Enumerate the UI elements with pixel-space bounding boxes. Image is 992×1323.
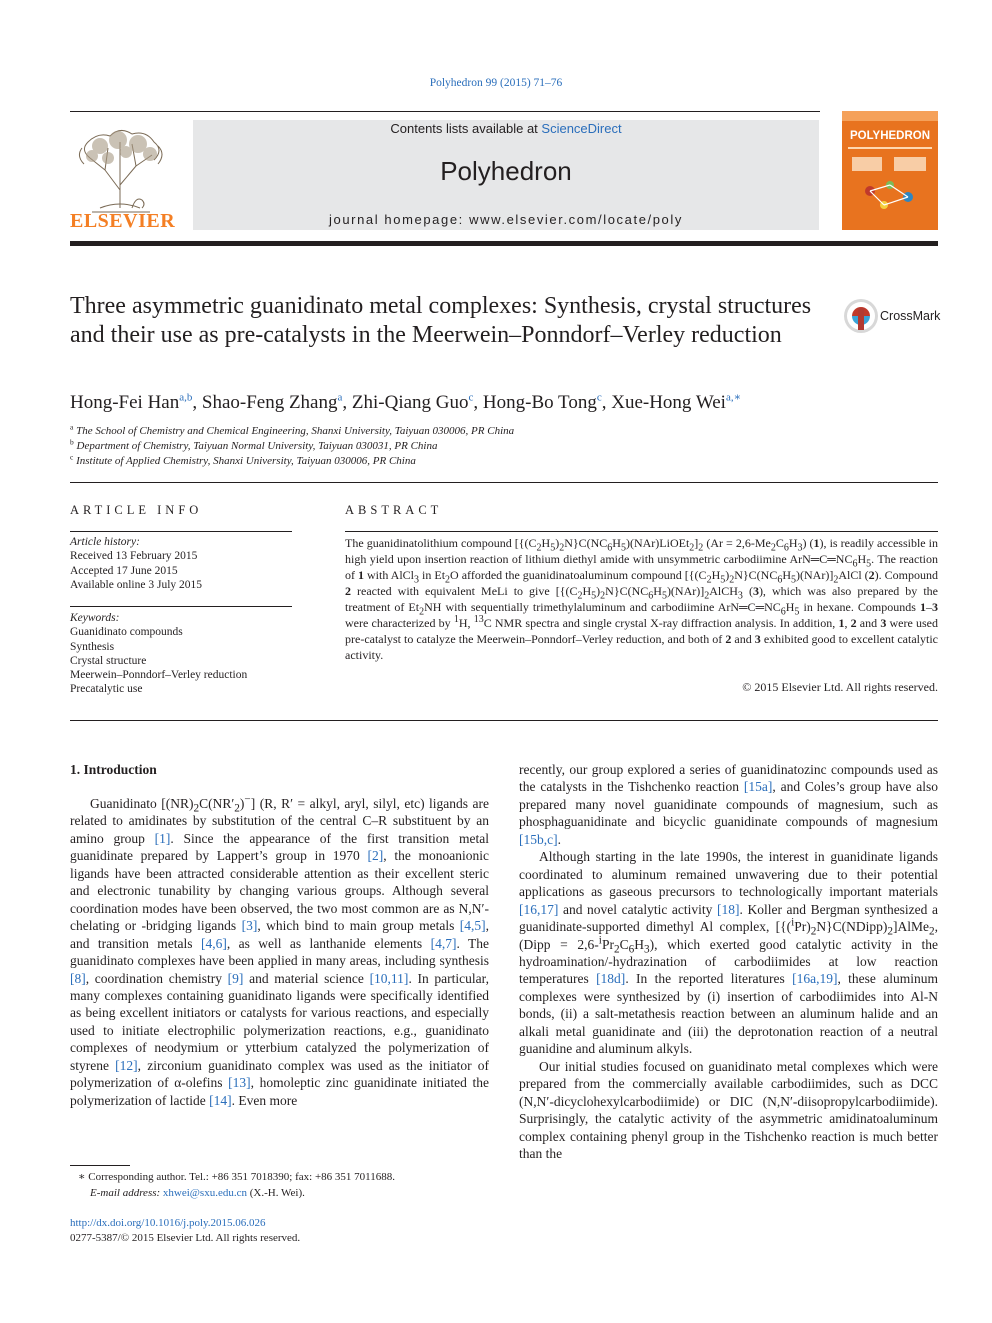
journal-title: Polyhedron [440, 156, 572, 186]
homepage-url[interactable]: www.elsevier.com/locate/poly [469, 212, 683, 227]
author-affiliation-mark[interactable]: a [337, 391, 343, 404]
email-line [70, 1186, 490, 1202]
citation-link[interactable]: [8] [70, 970, 86, 986]
journal-masthead [193, 120, 819, 230]
affiliation-item [70, 439, 938, 454]
citation-link[interactable]: [10,11] [369, 970, 409, 986]
author-name: Zhi-Qiang Guo [351, 392, 469, 413]
author-name: Hong-Bo Tong [482, 392, 597, 413]
right-column-body [519, 761, 938, 1162]
abstract-bottom-rule [70, 720, 938, 721]
citation-link[interactable]: [12] [115, 1057, 138, 1073]
citation-link[interactable]: [14] [209, 1092, 232, 1108]
affiliation-rule [70, 482, 938, 483]
left-column-body [70, 795, 489, 1109]
corresponding-line [70, 1170, 490, 1186]
affiliation-key: b [70, 437, 74, 447]
citation-link[interactable]: [4,7] [430, 935, 457, 951]
affiliation-list [70, 424, 938, 469]
abstract-rule [345, 531, 938, 532]
intro-paragraph: recently, our group explored a series of guanidinatozinc compounds used as the catalysts in the Tishchenko reaction [15a], and Coles’s group have also prepared many novel guanidinate compounds of magnesium, such as phosphaguanidinate and bicyclic guanidinate compounds of magnesium [15b,c]. [519, 762, 938, 847]
citation-link[interactable]: [1] [154, 830, 171, 846]
citation-link[interactable]: [18] [717, 901, 740, 917]
keyword-item: Meerwein–Ponndorf–Verley reduction [70, 669, 248, 682]
author-affiliation-mark[interactable]: c [596, 391, 602, 404]
cover-artwork [850, 155, 930, 225]
affiliation-key: c [70, 452, 74, 462]
header-thick-rule [70, 241, 938, 246]
citation-link[interactable]: [15a] [743, 779, 773, 795]
keyword-item: Precatalytic use [70, 683, 143, 696]
article-title: Three asymmetric guanidinato metal complexes: Synthesis, crystal structures and their use as pre-catalysts in the Meerwein–Ponndorf–Verley reduction [70, 293, 812, 348]
contents-line [193, 121, 819, 136]
author-list: Hong-Fei Han$^{a,b}$, Shao-Feng Zhang$^a$, Zhi-Qiang Guo$^c$, Hong-Bo Tong$^c$, Xue-Hong Wei$^{a,∗}$ [70, 391, 742, 413]
crossmark-icon[interactable] [843, 298, 879, 334]
email-link[interactable]: xhwei@sxu.edu.cn [162, 1186, 247, 1199]
introduction-heading: 1. Introduction [70, 762, 157, 777]
email-label: E-mail address: [90, 1186, 163, 1199]
author-affiliation-mark[interactable]: c [468, 391, 474, 404]
history-online: Available online 3 July 2015 [70, 578, 203, 591]
affiliation-text: The School of Chemistry and Chemical Engineering, Shanxi University, Taiyuan 030006, PR China [76, 425, 515, 437]
sciencedirect-link[interactable]: ScienceDirect [541, 121, 622, 136]
author-name: Xue-Hong Wei [611, 392, 726, 413]
article-info-heading: ARTICLE INFO [70, 503, 203, 517]
history-accepted: Accepted 17 June 2015 [70, 564, 178, 577]
citation-link[interactable]: [18d] [596, 971, 626, 987]
affiliation-text: Department of Chemistry, Taiyuan Normal University, Taiyuan 030031, PR China [76, 440, 438, 452]
keywords-block [70, 611, 300, 697]
cover-title: POLYHEDRON [849, 130, 931, 142]
keywords-rule [70, 606, 292, 607]
header-top-rule [70, 111, 820, 112]
affiliation-text: Institute of Applied Chemistry, Shanxi University, Taiyuan 030006, PR China [76, 455, 416, 467]
corresponding-author-footnote [70, 1170, 490, 1201]
homepage-line [193, 212, 819, 227]
citation-link[interactable]: [16a,19] [792, 971, 838, 987]
journal-cover-image[interactable] [842, 111, 938, 230]
citation-link[interactable]: [13] [228, 1075, 251, 1091]
intro-paragraph: Our initial studies focused on guanidinato metal complexes which were prepared from the commercially available carbodiimides, such as DCC (N,N′-dicyclohexylcarbodiimide) or DIC (N,N′-diisopropylcarbodiimide). Surprisingly, the catalytic activity of the asymmetric amidinatoaluminum complex containing phenyl group in the Tishchenko reaction is much better than the [519, 1058, 938, 1161]
issn-line: 0277-5387/© 2015 Elsevier Ltd. All rights reserved. [70, 1232, 301, 1244]
doi-block [70, 1216, 490, 1246]
abstract-text: The guanidinatolithium compound $[\{(C_2H_5)_2N\}C(NC_6H_5)(NAr)LiOEt_2]_2$ $(Ar = 2,6-Me_2C_6H_3)$ (1), is readily accessible in high yield upon insertion reaction of lithium diethyl amide with unsymmetric carbodiimine $ArN═C═NC_6H_5$. The reaction of 1 with AlCl$_3$ in $Et_2O$ afforded the guanidinatoaluminum compound $[\{(C_2H_5)_2N\}C(NC_6H_5)(NAr)]_2AlCl$ (2). Compound 2 reacted with equivalent MeLi to give $[\{(C_2H_5)_2N\}C(NC_6H_5)(NAr)]_2AlCH_3$ (3), which was also prepared by the treatment of $Et_2NH$ with sequentially trimethylaluminum and carbodiimine $ArN═C═NC_6H_5$ in hexane. Compounds 1–3 were characterized by $^1$H, $^{13}$C NMR spectra and single crystal X-ray diffraction analysis. In addition, 1, 2 and 3 were used pre-catalyst to catalyze the Meerwein–Ponndorf–Verley reduction, and both of 2 and 3 exhibited good to excellent catalytic activity. [345, 536, 939, 662]
affiliation-item [70, 454, 938, 469]
journal-reference[interactable]: Polyhedron 99 (2015) 71–76 [429, 77, 563, 89]
affiliation-key: a [70, 422, 74, 432]
doi-link[interactable]: http://dx.doi.org/10.1016/j.poly.2015.06.026 [70, 1217, 266, 1229]
abstract-heading: ABSTRACT [345, 503, 443, 517]
keyword-item: Synthesis [70, 640, 115, 653]
abstract-copyright: © 2015 Elsevier Ltd. All rights reserved. [742, 680, 938, 694]
history-label: Article history: [70, 536, 140, 548]
crossmark-label[interactable]: CrossMark [880, 309, 941, 323]
keywords-label: Keywords: [70, 612, 120, 624]
affiliation-item [70, 424, 938, 439]
asterisk-mark: ∗ [78, 1171, 89, 1183]
cover-top-band [842, 111, 938, 121]
author-affiliation-mark[interactable]: a,b [179, 391, 193, 404]
author-name: Hong-Fei Han [70, 392, 180, 413]
contents-prefix: Contents lists available at [390, 121, 542, 136]
keyword-item: Guanidinato compounds [70, 626, 183, 639]
article-history [70, 535, 300, 592]
homepage-prefix: journal homepage: [329, 212, 470, 227]
citation-link[interactable]: [4,6] [200, 935, 227, 951]
article-info-rule [70, 531, 292, 532]
cover-divider [848, 147, 932, 149]
intro-paragraph: Guanidinato $[(NR)_2C(NR'_2)^-]$ (R, R′ = alkyl, aryl, silyl, etc) ligands are related to amidinates by substitution of the central C–R substituent by an amino group [1]. Since the appearance of the first transition metal guanidinate prepared by Lappert’s group in 1970 [2], the monoanionic ligands have been attracted considerable attention as their excellent steric and electronic tunability by changing various groups. Although several coordination modes have been observed, the two most common are as N,N′-chelating or -bridging ligands [3], which bind to main group metals [4,5], and transition metals [4,6], as well as lanthanide elements [4,7]. The guanidinato complexes have been applied in many areas, including synthesis [8], coordination chemistry [9] and material science [10,11]. In particular, many complexes containing guanidinato ligands were specifically identified as being excellent initiators or catalysts for various reactions, and especially used to initiate electrophilic polymerization reactions, e.g., guanidinato complexes of neodymium or ytterbium catalyzed the polymerization of styrene [12], zirconium guanidinato complex was used as the initiator of polymerization of α-olefins [13], homoleptic zinc guanidinate initiated the polymerization of lactide [14]. Even more [70, 793, 489, 1108]
citation-link[interactable]: [15b,c] [519, 831, 558, 847]
corresponding-text: Corresponding author. Tel.: +86 351 7018390; fax: +86 351 7011688. [88, 1171, 396, 1183]
citation-link[interactable]: [16,17] [519, 901, 559, 917]
footnote-rule [70, 1165, 130, 1166]
author-affiliation-mark[interactable]: a,∗ [725, 391, 742, 404]
intro-paragraph: Although starting in the late 1990s, the interest in guanidinate ligands coordinated to aluminum remained unwavering due to their potential applications as gaseous precursors to technologically important materials [16,17] and novel catalytic activity [18]. Koller and Bergman synthesized a guanidinate-supported dimethyl Al complex, $[\{(^iPr)_2N\}C(NDipp)_2]AlMe_2$, (Dipp = $2,6-^iPr_2C_6H_3$), which exerted good catalytic activity in the hydroamination/-hydrazination of carbodiimides at low reaction temperatures [18d]. In the reported literatures [16a,19], these aluminum complexes were synthesized by (i) insertion of carbodiimides into Al-N bonds, (ii) a salt-metathesis reaction between an aluminum halide and an alkali metal guanidinate and (iii) the deprotonation reaction of a neutral guanidine and aluminum alkyls. [519, 849, 938, 1057]
citation-link[interactable]: [4,5] [459, 918, 486, 934]
citation-link[interactable]: [2] [367, 848, 384, 864]
author-name: Shao-Feng Zhang [201, 392, 338, 413]
citation-link[interactable]: [9] [227, 970, 244, 986]
elsevier-wordmark: ELSEVIER [70, 210, 176, 232]
keyword-item: Crystal structure [70, 654, 147, 667]
history-received: Received 13 February 2015 [70, 550, 198, 563]
citation-link[interactable]: [3] [241, 918, 258, 934]
email-suffix: (X.-H. Wei). [246, 1186, 305, 1199]
